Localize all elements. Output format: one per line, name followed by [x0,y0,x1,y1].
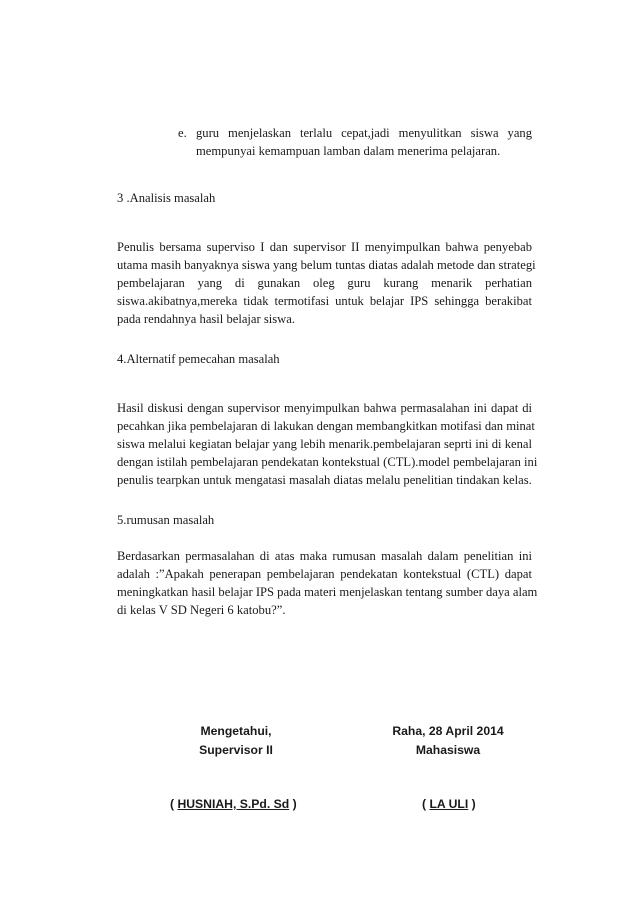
signature-block-supervisor [150,722,322,760]
list-item-text [196,124,532,160]
section-heading-alternatif: 4.Alternatif pemecahan masalah [117,352,280,366]
paragraph-line: utama masih banyaknya siswa yang belum tuntas diatas adalah metode dan strategi [117,258,536,272]
paren-close: ) [289,797,297,811]
section-heading-analisis: 3 .Analisis masalah [117,191,216,205]
paragraph-line: di kelas V SD Negeri 6 katobu?”. [117,603,286,617]
paragraph-analisis [117,238,536,328]
paragraph-line: pembelajaran yang di gunakan oleg guru kurang menarik perhatian [117,276,532,290]
supervisor-name [170,795,297,814]
paragraph-line: Hasil diskusi dengan supervisor menyimpulkan bahwa permasalahan ini dapat di [117,401,532,415]
student-name-text: LA ULI [429,797,469,811]
paragraph-rumusan [117,547,538,619]
paragraph-line: dengan istilah pembelajaran pendekatan kontekstual (CTL).model pembelajaran ini [117,455,538,469]
paragraph-line: pecahkan jika pembelajaran di lakukan dengan membangkitkan motifasi dan minat [117,419,535,433]
student-name [422,795,476,814]
paragraph-line: siswa.akibatnya,mereka tidak termotifasi untuk belajar IPS sehingga berakibat [117,294,532,308]
paragraph-line: adalah :”Apakah penerapan pembelajaran pendekatan kontekstual (CTL) dapat [117,567,532,581]
signature-role: Mahasiswa [415,743,481,757]
paragraph-line: penulis tearpkan untuk mengatasi masalah diatas melalu penelitian tindakan kelas. [117,473,532,487]
paragraph-line: pada rendahnya hasil belajar siswa. [117,312,295,326]
signature-block-student [360,722,536,760]
paragraph-line: siswa melalui kegiatan belajar yang lebih menarik.pembelajaran seprti ini di kenal [117,437,532,451]
paragraph-line: Penulis bersama superviso I dan supervisor II menyimpulkan bahwa penyebab [117,240,532,254]
signature-place-date: Raha, 28 April 2014 [392,724,504,738]
paren-open: ( [422,797,430,811]
supervisor-name-text: HUSNIAH, S.Pd. Sd [177,797,290,811]
paren-open: ( [170,797,178,811]
signature-role: Supervisor II [199,743,273,757]
list-item-line: guru menjelaskan terlalu cepat,jadi menyulitkan siswa yang [196,126,532,140]
paragraph-line: meningkatkan hasil belajar IPS pada materi menjelaskan tentang sumber daya alam [117,585,538,599]
paragraph-line: Berdasarkan permasalahan di atas maka rumusan masalah dalam penelitian ini [117,549,532,563]
section-heading-rumusan: 5.rumusan masalah [117,513,215,527]
signature-caption: Mengetahui, [200,724,272,738]
list-marker: e. [178,126,187,140]
list-item-e [178,124,532,160]
paren-close: ) [468,797,476,811]
paragraph-alternatif [117,399,538,489]
list-item-line: mempunyai kemampuan lamban dalam menerima pelajaran. [196,144,501,158]
